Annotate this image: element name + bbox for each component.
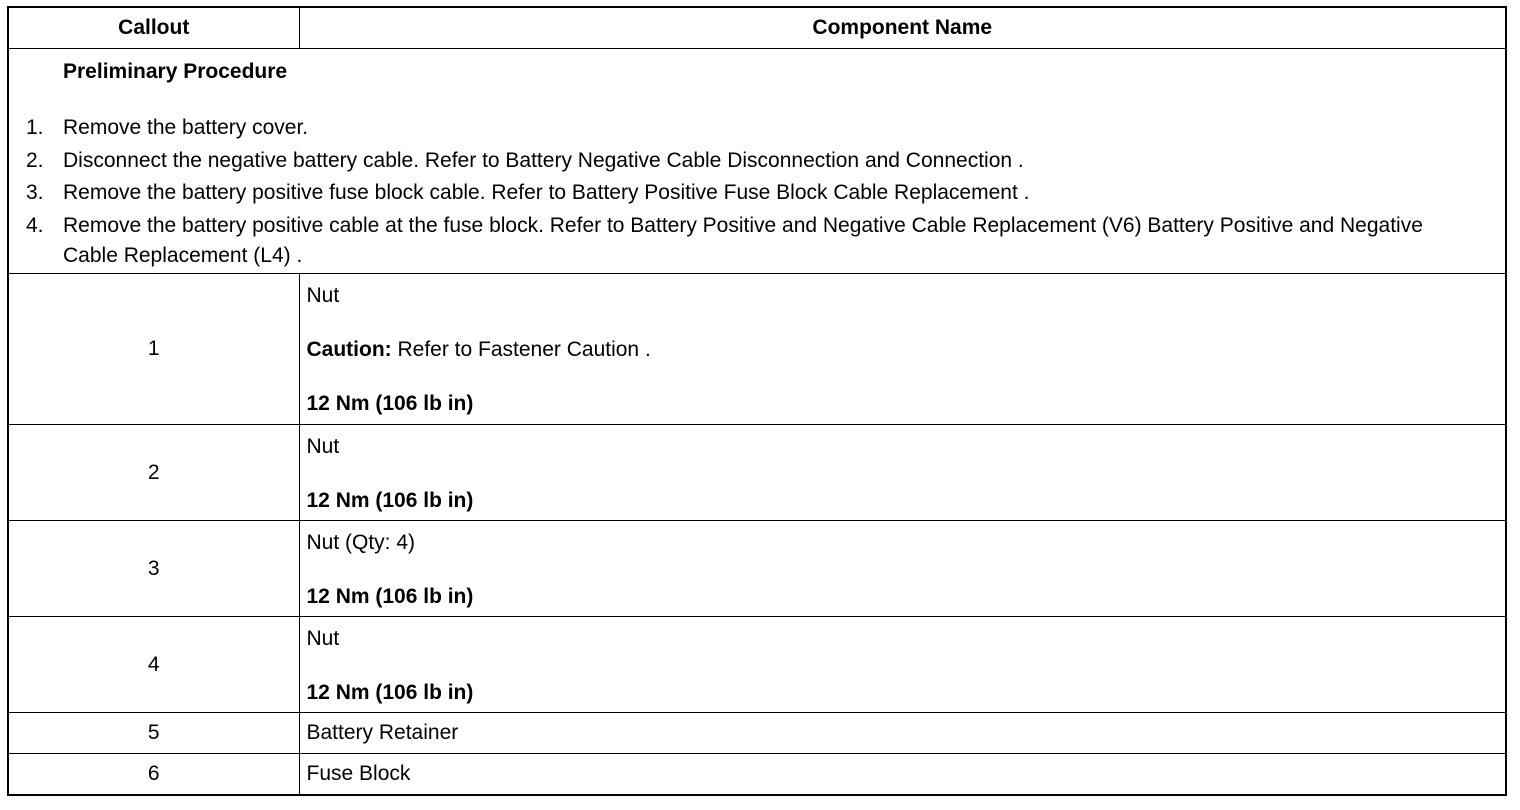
preliminary-row (8, 49, 1506, 274)
step-number: 1. (26, 116, 44, 139)
component-cell (299, 521, 1506, 617)
header-callout: Callout (8, 7, 299, 49)
step-number: 2. (26, 148, 44, 172)
header-component-name: Component Name (299, 7, 1506, 49)
caution-label: Caution: (306, 338, 392, 361)
preliminary-title: Preliminary Procedure (63, 60, 288, 83)
list-item (26, 211, 1466, 271)
table-row (8, 617, 1506, 713)
preliminary-procedure (8, 49, 1506, 274)
component-cell (299, 425, 1506, 521)
component-cell (299, 617, 1506, 713)
caution-text: Refer to Fastener Caution . (391, 338, 651, 361)
component-name: Battery Retainer (299, 713, 1506, 754)
component-cell (299, 274, 1506, 425)
torque-spec: 12 Nm (106 lb in) (306, 681, 474, 704)
table-row (8, 274, 1506, 425)
torque-spec: 12 Nm (106 lb in) (306, 392, 474, 415)
component-name: Fuse Block (299, 754, 1506, 795)
caution-line (307, 335, 1506, 365)
torque-spec: 12 Nm (106 lb in) (306, 489, 474, 512)
component-name: Nut (Qty: 4) (306, 531, 416, 554)
step-number: 4. (26, 213, 44, 237)
list-item (26, 113, 1466, 143)
component-name: Nut (306, 627, 340, 650)
preliminary-steps (26, 113, 1466, 273)
callout-cell: 3 (8, 521, 299, 617)
callout-cell: 1 (8, 274, 299, 425)
list-item (26, 146, 1466, 176)
step-text: Remove the battery positive cable at the fuse block. Refer to Battery Positive and Negative Cable Replacement (V6) Battery Positive and Negative Cable Replacement (L4) . (63, 213, 1423, 267)
callout-cell: 5 (8, 713, 299, 754)
table-header-row (8, 7, 1506, 49)
step-text: Disconnect the negative battery cable. Refer to Battery Negative Cable Disconnection and Connection . (63, 148, 1024, 172)
table-row (8, 754, 1506, 795)
component-name: Nut (306, 284, 340, 307)
component-name: Nut (306, 435, 340, 458)
table-row (8, 713, 1506, 754)
callout-cell: 6 (8, 754, 299, 795)
table-row (8, 425, 1506, 521)
torque-spec: 12 Nm (106 lb in) (306, 585, 474, 608)
step-text: Remove the battery positive fuse block cable. Refer to Battery Positive Fuse Block Cable Replacement . (63, 181, 1030, 204)
step-text: Remove the battery cover. (63, 116, 309, 139)
list-item (26, 178, 1466, 208)
callout-cell: 2 (8, 425, 299, 521)
component-table (7, 6, 1507, 796)
table-row (8, 521, 1506, 617)
step-number: 3. (26, 181, 44, 204)
callout-cell: 4 (8, 617, 299, 713)
